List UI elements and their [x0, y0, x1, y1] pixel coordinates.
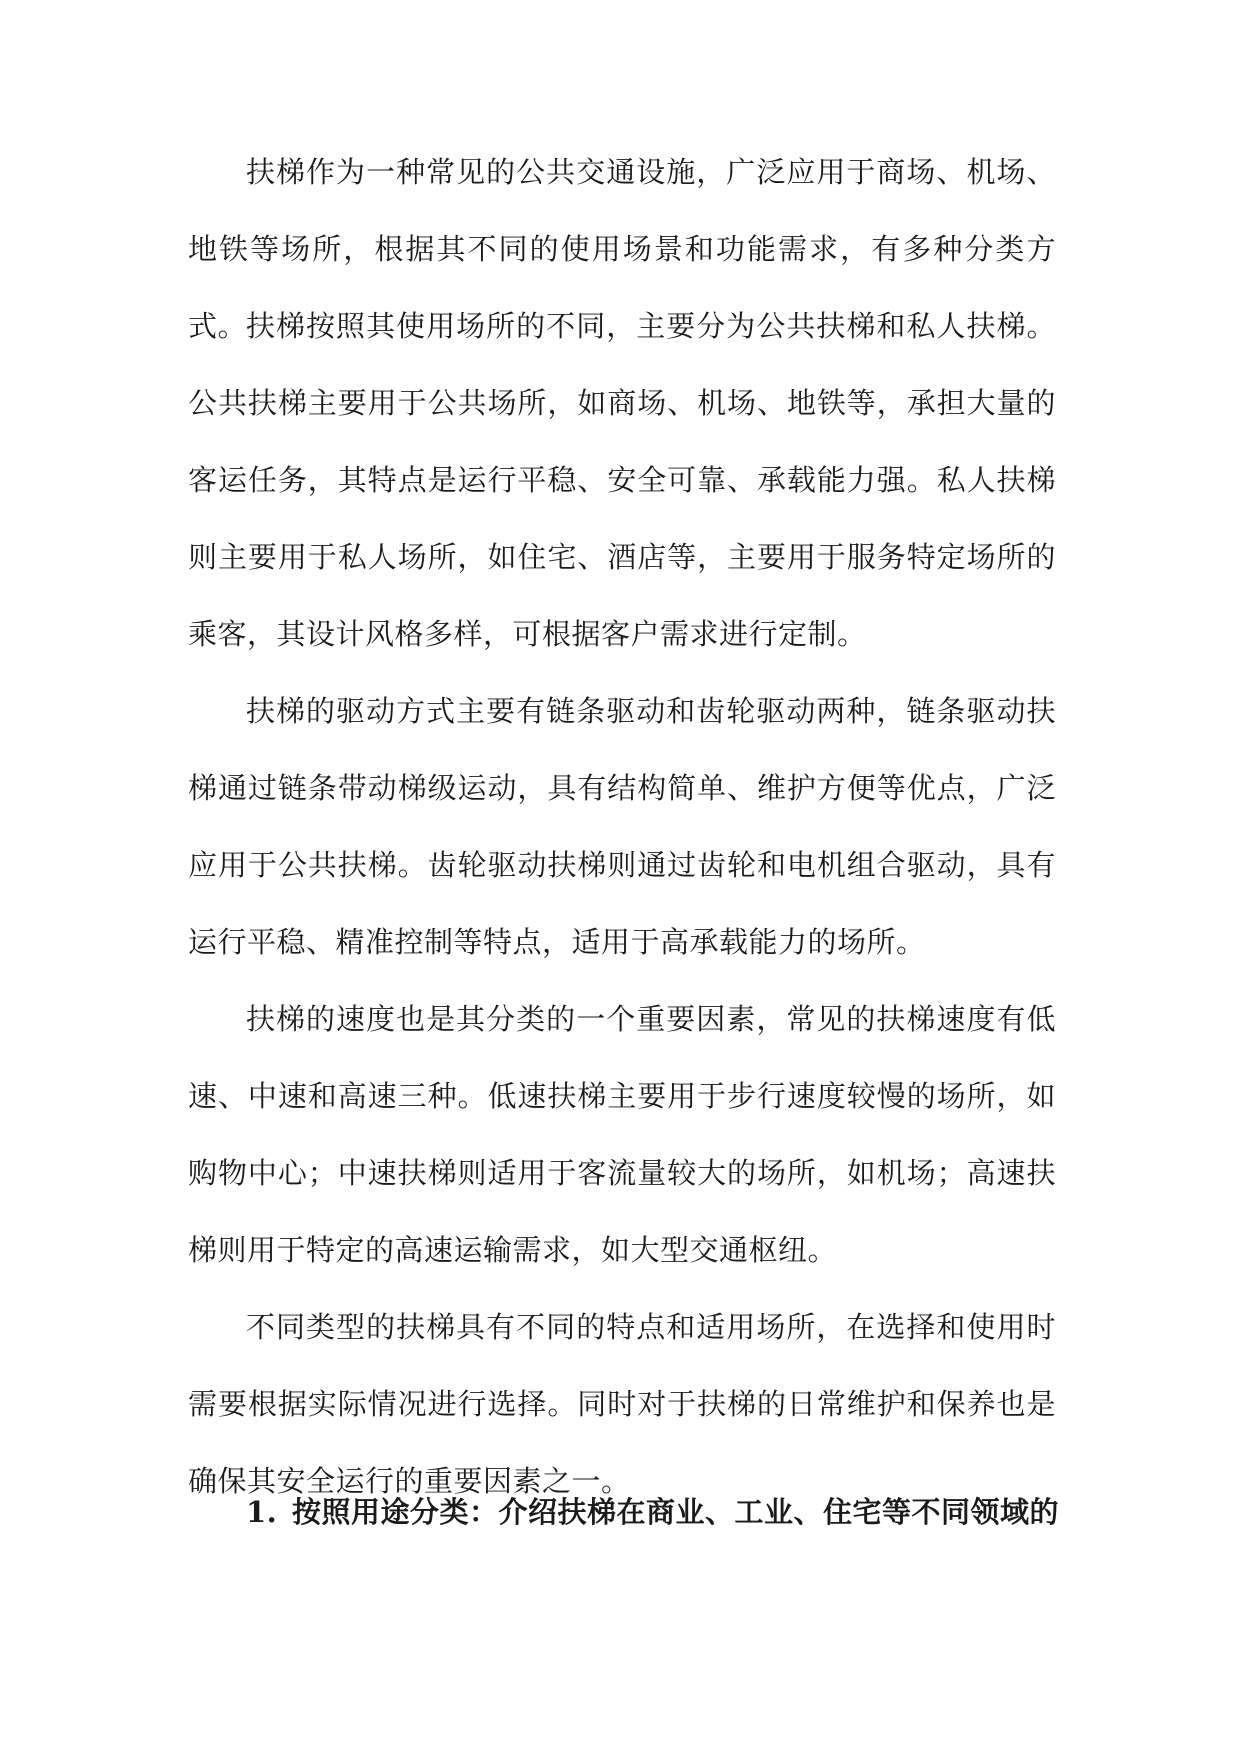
section-heading: [246, 1491, 1066, 1533]
paragraph-drive-type: 扶梯的驱动方式主要有链条驱动和齿轮驱动两种，链条驱动扶梯通过链条带动梯级运动，具有结构简单、维护方便等优点，广泛应用于公共扶梯。齿轮驱动扶梯则通过齿轮和电机组合驱动，具有运行平稳、精准控制等特点，适用于高承载能力的场所。: [188, 694, 1056, 959]
heading-number: 1.: [246, 1495, 278, 1529]
heading-text: 按照用途分类：介绍扶梯在商业、工业、住宅等不同领域的: [292, 1495, 1060, 1529]
paragraph-conclusion: 不同类型的扶梯具有不同的特点和适用场所，在选择和使用时需要根据实际情况进行选择。同时对于扶梯的日常维护和保养也是确保其安全运行的重要因素之一。: [188, 1310, 1056, 1498]
paragraph-speed: 扶梯的速度也是其分类的一个重要因素，常见的扶梯速度有低速、中速和高速三种。低速扶梯主要用于步行速度较慢的场所，如购物中心；中速扶梯则适用于客流量较大的场所，如机场；高速扶梯则用于特定的高速运输需求，如大型交通枢纽。: [188, 1002, 1056, 1267]
paragraph-intro: 扶梯作为一种常见的公共交通设施，广泛应用于商场、机场、地铁等场所，根据其不同的使用场景和功能需求，有多种分类方式。: [188, 155, 1056, 343]
paragraph-usage-location: 扶梯按照其使用场所的不同，主要分为公共扶梯和私人扶梯。公共扶梯主要用于公共场所，如商场、机场、地铁等，承担大量的客运任务，其特点是运行平稳、安全可靠、承载能力强。私人扶梯则主要用于私人场所，如住宅、酒店等，主要用于服务特定场所的乘客，其设计风格多样，可根据客户需求进行定制。: [188, 309, 1056, 651]
